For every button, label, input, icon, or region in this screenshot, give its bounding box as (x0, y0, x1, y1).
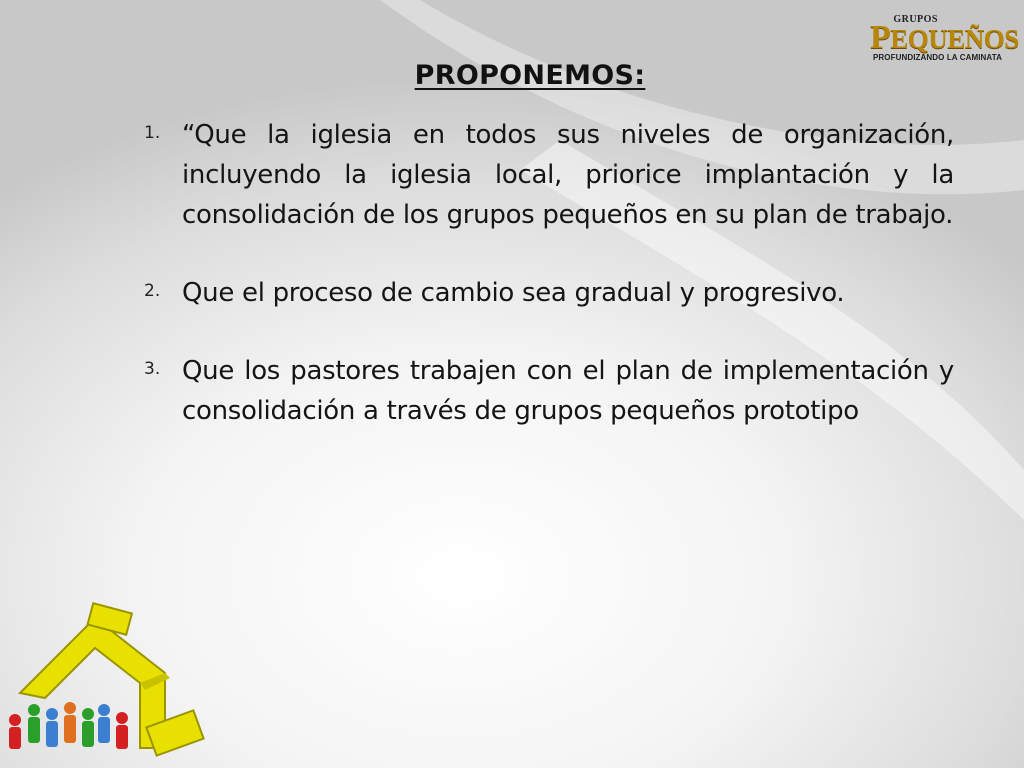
slide-title: PROPONEMOS: (414, 60, 646, 91)
item-number: 2. (144, 281, 161, 301)
item-text: Que el proceso de cambio sea gradual y progresivo. (182, 278, 845, 308)
item-number: 1. (144, 123, 161, 143)
item-text: “Que la iglesia en todos sus niveles de organización, incluyendo la iglesia local, priorice implantación y la consolidación de los grupos pequeños en su plan de trabajo. (182, 120, 954, 230)
logo-subtitle: PROFUNDIZANDO LA CAMINATA (872, 53, 1002, 62)
list-item (140, 115, 954, 235)
grupos-pequenos-logo (870, 14, 1019, 62)
logo-top-text: GRUPOS (893, 14, 938, 25)
item-number: 3. (144, 359, 161, 379)
proposals-list (140, 115, 954, 469)
item-text: Que los pastores trabajen con el plan de implementación y consolidación a través de grupos pequeños prototipo (182, 356, 954, 426)
people-group-icon (9, 702, 128, 749)
logo-main-rest: EQUEÑOS (890, 24, 1019, 54)
logo-main-capital: P (870, 19, 891, 56)
house-people-illustration (0, 598, 210, 768)
list-item (140, 273, 954, 313)
list-item (140, 351, 954, 431)
